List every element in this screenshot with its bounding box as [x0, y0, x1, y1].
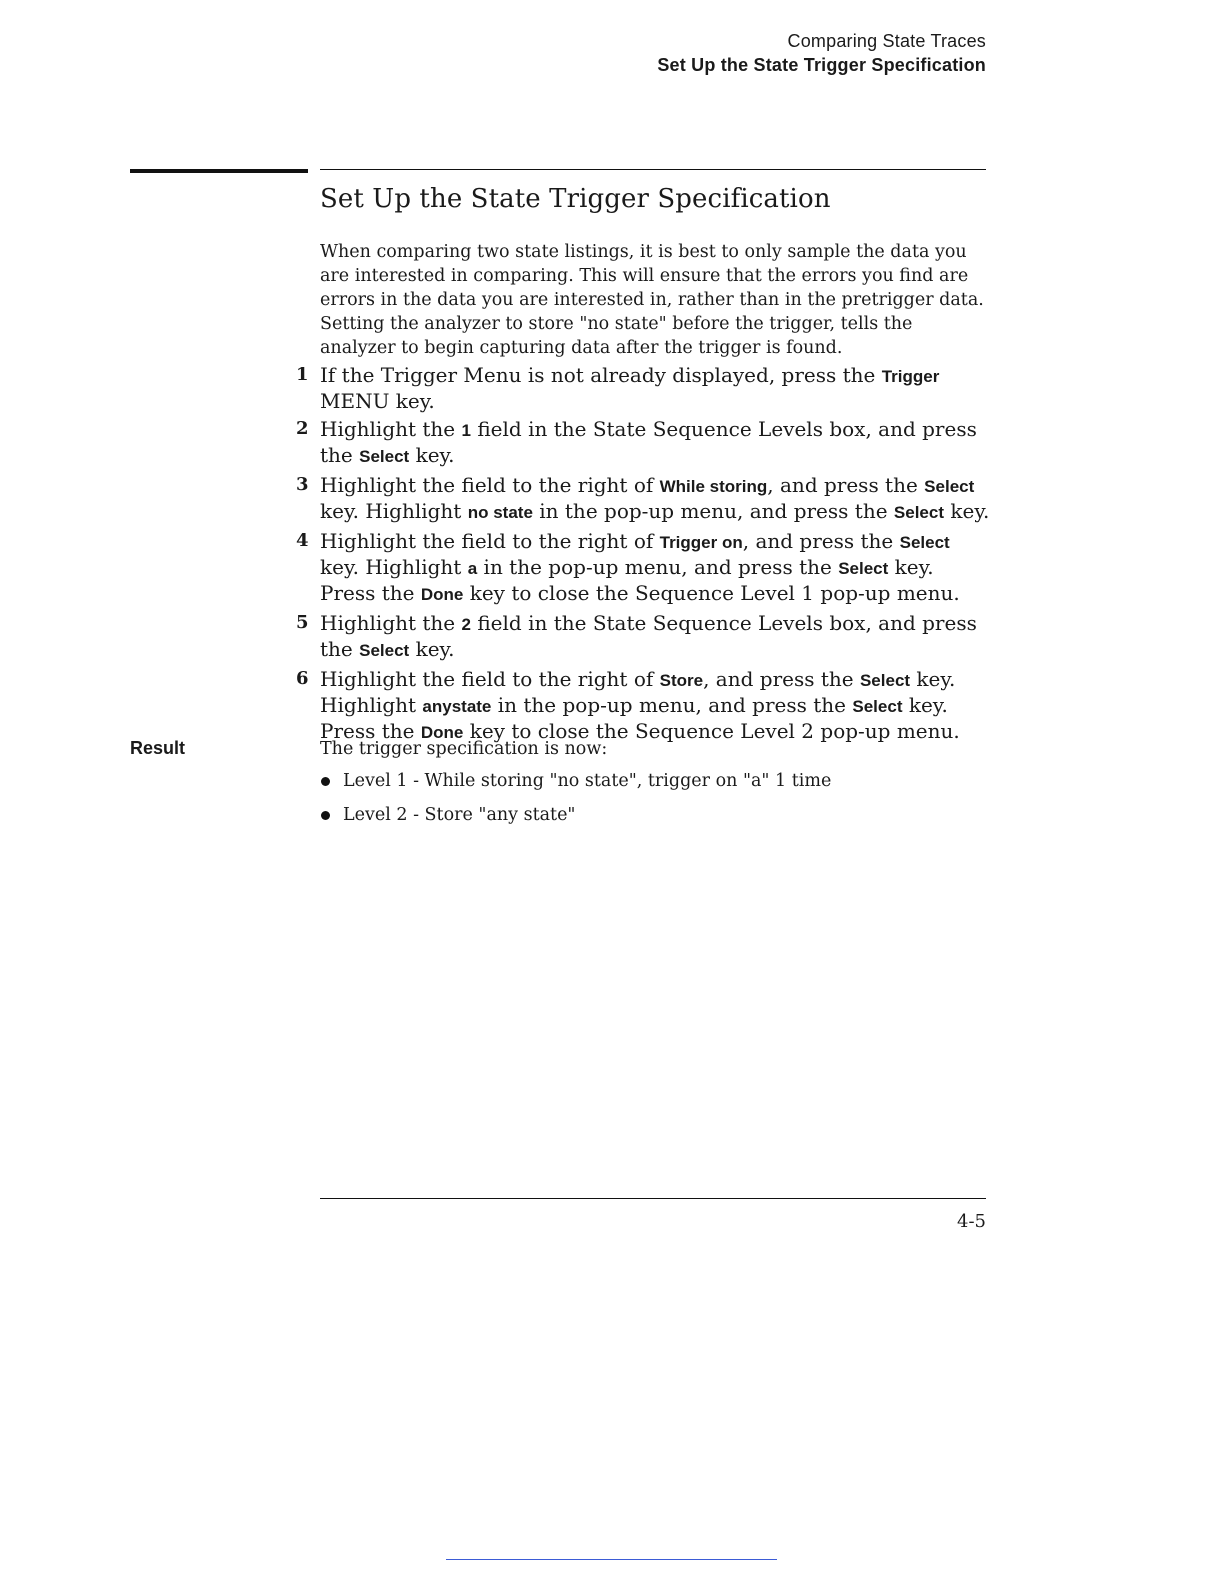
step-text: Highlight the field to the right of	[320, 529, 660, 553]
step-text: field in the State Sequence Levels box, and press the	[320, 417, 977, 467]
result-text: The trigger specification is now:	[320, 739, 608, 759]
step-text: in the pop-up menu, and press the	[491, 693, 853, 717]
step-text: key to close the Sequence Level 2 pop-up menu.	[463, 719, 960, 743]
step-text: in the pop-up menu, and press the	[477, 555, 839, 579]
bullet-text: Level 1 - While storing "no state", trigger on "a" 1 time	[343, 771, 832, 791]
step-number: 3	[296, 474, 309, 495]
key-name: Select	[852, 697, 903, 716]
bullet-icon	[321, 777, 330, 786]
key-name: Select	[838, 559, 889, 578]
step-text: , and press the	[767, 473, 925, 497]
running-header-section: Set Up the State Trigger Specification	[657, 55, 986, 75]
step-text: key. Press the	[320, 693, 948, 743]
key-name: Trigger on	[659, 533, 743, 552]
step-text: key to close the Sequence Level 1 pop-up menu.	[463, 581, 960, 605]
step-1	[290, 363, 990, 413]
footer-rule	[320, 1198, 986, 1199]
result-label: Result	[130, 738, 186, 758]
step-text: key. Press the	[320, 555, 934, 605]
step-4	[290, 529, 990, 607]
key-name: anystate	[422, 697, 492, 716]
step-text: in the pop-up menu, and press the	[532, 499, 894, 523]
step-text: key.	[409, 637, 455, 661]
result-bullet-list	[320, 769, 831, 837]
key-name: no state	[467, 503, 533, 522]
key-name: Select	[893, 503, 944, 522]
step-2	[290, 417, 990, 469]
key-name: Select	[924, 477, 975, 496]
key-name: Done	[420, 585, 464, 604]
section-rule-thick	[130, 169, 308, 173]
key-name: Select	[359, 641, 410, 660]
key-name: 1	[461, 421, 471, 440]
footer-link-underline[interactable]	[446, 1559, 777, 1560]
step-number: 4	[296, 530, 309, 551]
step-number: 5	[296, 612, 309, 633]
step-3	[290, 473, 990, 525]
key-name: Select	[859, 671, 911, 690]
step-5	[290, 611, 990, 663]
key-name: 2	[461, 615, 471, 634]
result-bullet-item	[320, 803, 831, 827]
step-number: 2	[296, 418, 309, 439]
step-text: MENU key.	[320, 389, 435, 413]
step-6	[290, 667, 990, 745]
key-name: Select	[899, 533, 950, 552]
step-text: , and press the	[703, 667, 860, 691]
bullet-icon	[321, 811, 330, 820]
step-text: Highlight the	[320, 611, 462, 635]
procedure-steps	[290, 363, 990, 749]
key-name: a	[467, 559, 478, 578]
step-text: field in the State Sequence Levels box, and press the	[320, 611, 977, 661]
key-name: Store	[659, 671, 704, 690]
step-text: key.	[944, 499, 990, 523]
section-rule-thin	[320, 169, 986, 170]
key-name: While storing	[659, 477, 768, 496]
intro-paragraph: When comparing two state listings, it is best to only sample the data you are interested in comparing. This will ensure that the errors you find are errors in the data you are interested in, rather than in the pretrigger data. Setting the analyzer to store "no state" before the trigger, tells the analyzer to begin capturing data after the trigger is found.	[320, 242, 984, 358]
step-text: key. Highlight	[320, 667, 956, 717]
result-bullet-item	[320, 769, 831, 793]
key-name: Done	[420, 723, 464, 742]
step-number: 1	[296, 364, 309, 385]
bullet-text: Level 2 - Store "any state"	[343, 805, 576, 825]
step-text: If the Trigger Menu is not already displayed, press the	[320, 363, 882, 387]
step-text: Highlight the field to the right of	[320, 473, 660, 497]
key-name: Select	[359, 447, 410, 466]
page-number: 4-5	[957, 1211, 986, 1232]
step-text: , and press the	[742, 529, 900, 553]
step-text: key. Highlight	[320, 555, 468, 579]
key-name: Trigger	[881, 367, 940, 386]
step-text: Highlight the	[320, 417, 462, 441]
step-text: key.	[409, 443, 455, 467]
step-text: Highlight the field to the right of	[320, 667, 660, 691]
running-header-chapter: Comparing State Traces	[787, 31, 986, 51]
page-title: Set Up the State Trigger Specification	[320, 184, 831, 214]
step-number: 6	[296, 668, 309, 689]
step-text: key. Highlight	[320, 499, 468, 523]
